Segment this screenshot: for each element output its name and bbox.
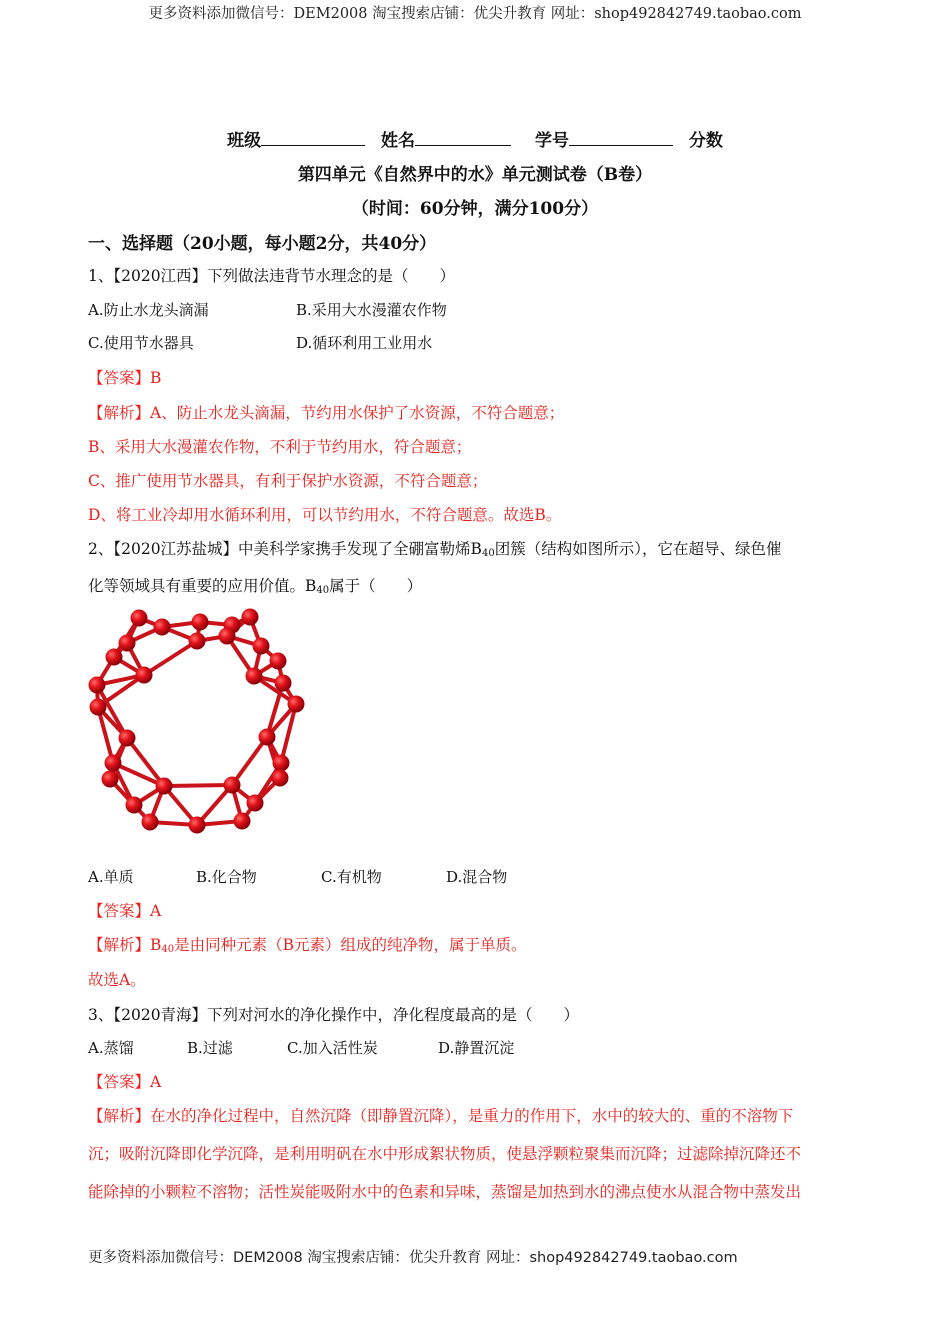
q1-option-b: B.采用大水漫灌农作物 bbox=[296, 301, 447, 319]
q2-option-c: C.有机物 bbox=[321, 868, 382, 886]
id-blank[interactable] bbox=[569, 144, 673, 146]
q2-stem-line1 bbox=[88, 537, 781, 559]
q2-analysis-text: 【解析】B bbox=[88, 936, 162, 954]
exam-subtitle: （时间：60分钟，满分100分） bbox=[351, 199, 599, 219]
q3-option-b: B.过滤 bbox=[187, 1039, 233, 1057]
header-note: 更多资料添加微信号：DEM2008 淘宝搜索店铺：优尖升教育 网址：shop492842749.taobao.com bbox=[148, 6, 802, 22]
boron-atom bbox=[272, 770, 289, 787]
boron-atom bbox=[242, 609, 259, 626]
boron-atom bbox=[156, 778, 173, 795]
boron-atom bbox=[131, 610, 148, 627]
class-blank[interactable] bbox=[261, 144, 365, 146]
q1-stem: 1、【2020江西】下列做法违背节水理念的是（ ） bbox=[88, 267, 456, 285]
q2-stem-text: 属于（ ） bbox=[329, 577, 423, 595]
q2-subscript: 40 bbox=[316, 585, 330, 596]
id-label: 学号 bbox=[534, 131, 569, 151]
boron-atom bbox=[288, 696, 305, 713]
section-heading: 一、选择题（20小题，每小题2分，共40分） bbox=[88, 234, 437, 254]
boron-atom bbox=[246, 668, 263, 685]
footer-note: 更多资料添加微信号：DEM2008 淘宝搜索店铺：优尖升教育 网址：shop492842749.taobao.com bbox=[88, 1250, 738, 1266]
boron-atom bbox=[119, 730, 136, 747]
boron-atom bbox=[90, 699, 107, 716]
boron-atom bbox=[275, 675, 292, 692]
q2-subscript: 40 bbox=[481, 548, 495, 559]
q2-stem-text: 2、【2020江苏盐城】中美科学家携手发现了全硼富勒烯B bbox=[88, 540, 482, 558]
boron-atom bbox=[136, 667, 153, 684]
q3-option-d: D.静置沉淀 bbox=[438, 1039, 515, 1057]
q3-answer: 【答案】A bbox=[88, 1073, 162, 1091]
q2-stem-line2 bbox=[88, 574, 422, 596]
boron-atom bbox=[219, 628, 236, 645]
q2-stem-text: 化等领域具有重要的应用价值。B bbox=[88, 577, 317, 595]
q2-stem-text: 团簇（结构如图所示），它在超导、绿色催 bbox=[494, 540, 782, 558]
q1-analysis-line: B、采用大水漫灌农作物，不利于节约用水，符合题意； bbox=[88, 438, 472, 456]
boron-atom bbox=[126, 797, 143, 814]
q2-analysis bbox=[88, 933, 527, 955]
q3-analysis-line: 能除掉的小颗粒不溶物；活性炭能吸附水中的色素和异味，蒸馏是加热到水的沸点使水从混合物中蒸发出 bbox=[88, 1183, 802, 1201]
q3-stem: 3、【2020青海】下列对河水的净化操作中，净化程度最高的是（ ） bbox=[88, 1006, 580, 1024]
q2-answer: 【答案】A bbox=[88, 902, 162, 920]
boron-atom bbox=[119, 635, 136, 652]
score-label: 分数 bbox=[688, 131, 723, 151]
q1-option-d: D.循环利用工业用水 bbox=[296, 334, 433, 352]
q1-answer: 【答案】B bbox=[88, 369, 162, 387]
q2-analysis-text: 是由同种元素（B元素）组成的纯净物，属于单质。 bbox=[174, 936, 527, 954]
name-blank[interactable] bbox=[415, 144, 511, 146]
q3-analysis-line: 【解析】在水的净化过程中，自然沉降（即静置沉降），是重力的作用下，水中的较大的、重的不溶物下 bbox=[88, 1107, 794, 1125]
boron-atom bbox=[224, 777, 241, 794]
boron-atom bbox=[189, 817, 206, 834]
boron-atom bbox=[189, 633, 206, 650]
q1-option-a: A.防止水龙头滴漏 bbox=[88, 301, 209, 319]
q1-analysis-line: 【解析】A、防止水龙头滴漏，节约用水保护了水资源，不符合题意； bbox=[88, 404, 565, 422]
bond-line bbox=[164, 785, 232, 786]
boron-atom bbox=[259, 729, 276, 746]
q3-analysis-line: 沉；吸附沉降即化学沉降，是利用明矾在水中形成絮状物质，使悬浮颗粒聚集而沉降；过滤除掉沉降还不 bbox=[88, 1145, 802, 1163]
q1-analysis-line: C、推广使用节水器具，有利于保护水资源，不符合题意； bbox=[88, 472, 488, 490]
boron-atom bbox=[247, 795, 264, 812]
boron-atom bbox=[234, 813, 251, 830]
info-row bbox=[0, 126, 950, 151]
bond-line bbox=[144, 641, 197, 675]
boron-atom bbox=[154, 619, 171, 636]
boron-atom bbox=[105, 755, 122, 772]
class-label: 班级 bbox=[227, 131, 262, 151]
q2-option-d: D.混合物 bbox=[446, 868, 508, 886]
exam-title: 第四单元《自然界中的水》单元测试卷（B卷） bbox=[297, 165, 653, 185]
boron-atom bbox=[273, 755, 290, 772]
bond-line bbox=[232, 737, 267, 785]
q2-conclusion: 故选A。 bbox=[88, 971, 146, 989]
name-label: 姓名 bbox=[381, 131, 416, 151]
b40-cluster-image bbox=[84, 605, 314, 840]
boron-atom bbox=[142, 814, 159, 831]
q1-option-c: C.使用节水器具 bbox=[88, 334, 194, 352]
boron-atom bbox=[270, 653, 287, 670]
boron-atom bbox=[253, 638, 270, 655]
q1-analysis-line: D、将工业冷却用水循环利用，可以节约用水，不符合题意。故选B。 bbox=[88, 506, 562, 524]
boron-atom bbox=[102, 771, 119, 788]
boron-atom bbox=[106, 649, 123, 666]
q2-option-a: A.单质 bbox=[88, 868, 134, 886]
q3-option-a: A.蒸馏 bbox=[88, 1039, 134, 1057]
q2-option-b: B.化合物 bbox=[196, 868, 257, 886]
q3-option-c: C.加入活性炭 bbox=[287, 1039, 378, 1057]
q2-subscript: 40 bbox=[161, 944, 175, 955]
boron-atom bbox=[89, 677, 106, 694]
boron-atom bbox=[192, 614, 209, 631]
